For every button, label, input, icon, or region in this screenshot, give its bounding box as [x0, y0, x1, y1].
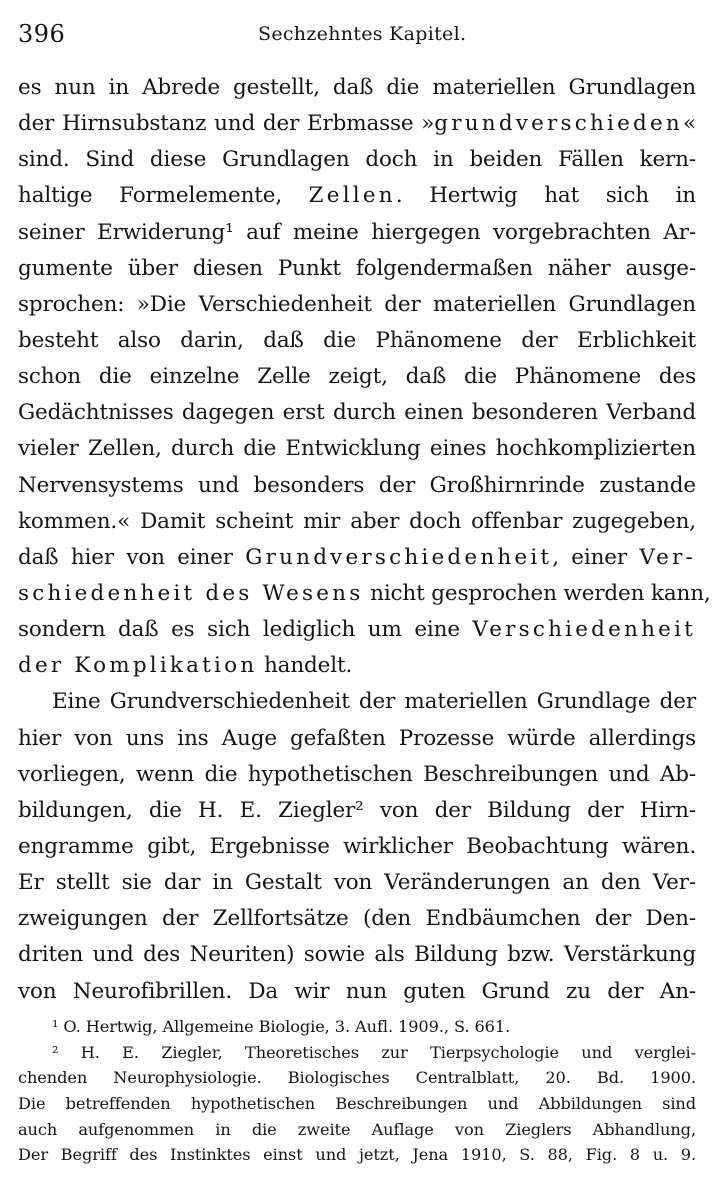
text-line: der Hirnsubstanz und der Erbmasse »grundverschieden«: [18, 111, 696, 137]
text-line: es nun in Abrede gestellt, daß die materiellen Grundlagen: [18, 75, 696, 100]
text-line: kommen.« Damit scheint mir aber doch offenbar zugegeben,: [18, 508, 696, 534]
text-line: schiedenheit des Wesens nicht gesprochen werden kann,: [18, 580, 711, 606]
page-header: [18, 16, 696, 52]
body-text: [18, 70, 711, 1010]
text-line: zweigungen der Zellfortsätze (den Endbäumchen der Den-: [18, 906, 696, 932]
text-line: Eine Grundverschiedenheit der materiellen Grundlage der: [52, 689, 696, 715]
text-line: besteht also darin, daß die Phänomene der Erblichkeit: [18, 327, 696, 353]
text-line: sprochen: »Die Verschiedenheit der materiellen Grundlagen: [18, 291, 696, 317]
text-line: vieler Zellen, durch die Entwicklung eines hochkomplizierten: [18, 436, 696, 462]
footnote-line: Der Begriff des Instinktes einst und jetzt, Jena 1910, S. 88, Fig. 8 u. 9.: [18, 1145, 696, 1165]
text-line: sind. Sind diese Grundlagen doch in beiden Fällen kern-: [18, 147, 696, 173]
page-number: 396: [18, 20, 66, 48]
text-line: hier von uns ins Auge gefaßten Prozesse würde allerdings: [18, 725, 696, 751]
text-line: driten und des Neuriten) sowie als Bildung bzw. Verstärkung: [18, 942, 696, 968]
text-line: schon die einzelne Zelle zeigt, daß die Phänomene des: [18, 364, 696, 390]
footnote-2: ² H. E. Ziegler, Theoretisches zur Tierpsychologie und verglei-: [52, 1042, 696, 1062]
spaced-emphasis: Verschiedenheit: [472, 617, 696, 643]
spaced-emphasis: grundverschieden: [434, 111, 683, 137]
text-line: haltige Formelemente, Zellen. Hertwig hat sich in: [18, 183, 696, 209]
text-line: gumente über diesen Punkt folgendermaßen näher ausge-: [18, 255, 696, 281]
text-line: der Komplikation handelt.: [18, 653, 353, 679]
text-line: seiner Erwiderung¹ auf meine hiergegen vorgebrachten Ar-: [18, 219, 696, 245]
footnote-line: Die betreffenden hypothetischen Beschreibungen und Abbildungen sind: [18, 1094, 696, 1114]
text-line: Er stellt sie dar in Gestalt von Veränderungen an den Ver-: [18, 870, 696, 896]
footnote-line: chenden Neurophysiologie. Biologisches Centralblatt, 20. Bd. 1900.: [18, 1068, 696, 1088]
book-page: [18, 0, 711, 1200]
text-line: von Neurofibrillen. Da wir nun guten Grund zu der An-: [18, 978, 696, 1004]
text-line: Gedächtnisses dagegen erst durch einen besonderen Verband: [18, 400, 696, 426]
text-line: sondern daß es sich lediglich um eine Verschiedenheit: [18, 617, 696, 643]
footnote-1: ¹ O. Hertwig, Allgemeine Biologie, 3. Aufl. 1909., S. 661.: [52, 1017, 511, 1036]
text-line: vorliegen, wenn die hypothetischen Beschreibungen und Ab-: [18, 761, 696, 787]
spaced-emphasis: der Komplikation: [18, 653, 258, 679]
text-line: bildungen, die H. E. Ziegler² von der Bildung der Hirn-: [18, 797, 696, 823]
spaced-emphasis: schiedenheit des Wesens: [18, 580, 364, 606]
spaced-emphasis: Ver-: [639, 544, 696, 570]
spaced-emphasis: Zellen: [308, 183, 396, 209]
running-head: Sechzehntes Kapitel.: [258, 23, 467, 45]
text-line: engramme gibt, Ergebnisse wirklicher Beobachtung wären.: [18, 833, 696, 859]
footnotes: [18, 1014, 696, 1168]
text-line: Nervensystems und besonders der Großhirnrinde zustande: [18, 472, 696, 498]
spaced-emphasis: Grundverschiedenheit: [245, 544, 553, 570]
footnote-line: auch aufgenommen in die zweite Auflage von Zieglers Abhandlung,: [18, 1119, 696, 1139]
text-line: daß hier von einer Grundverschiedenheit, einer Ver-: [18, 544, 696, 570]
